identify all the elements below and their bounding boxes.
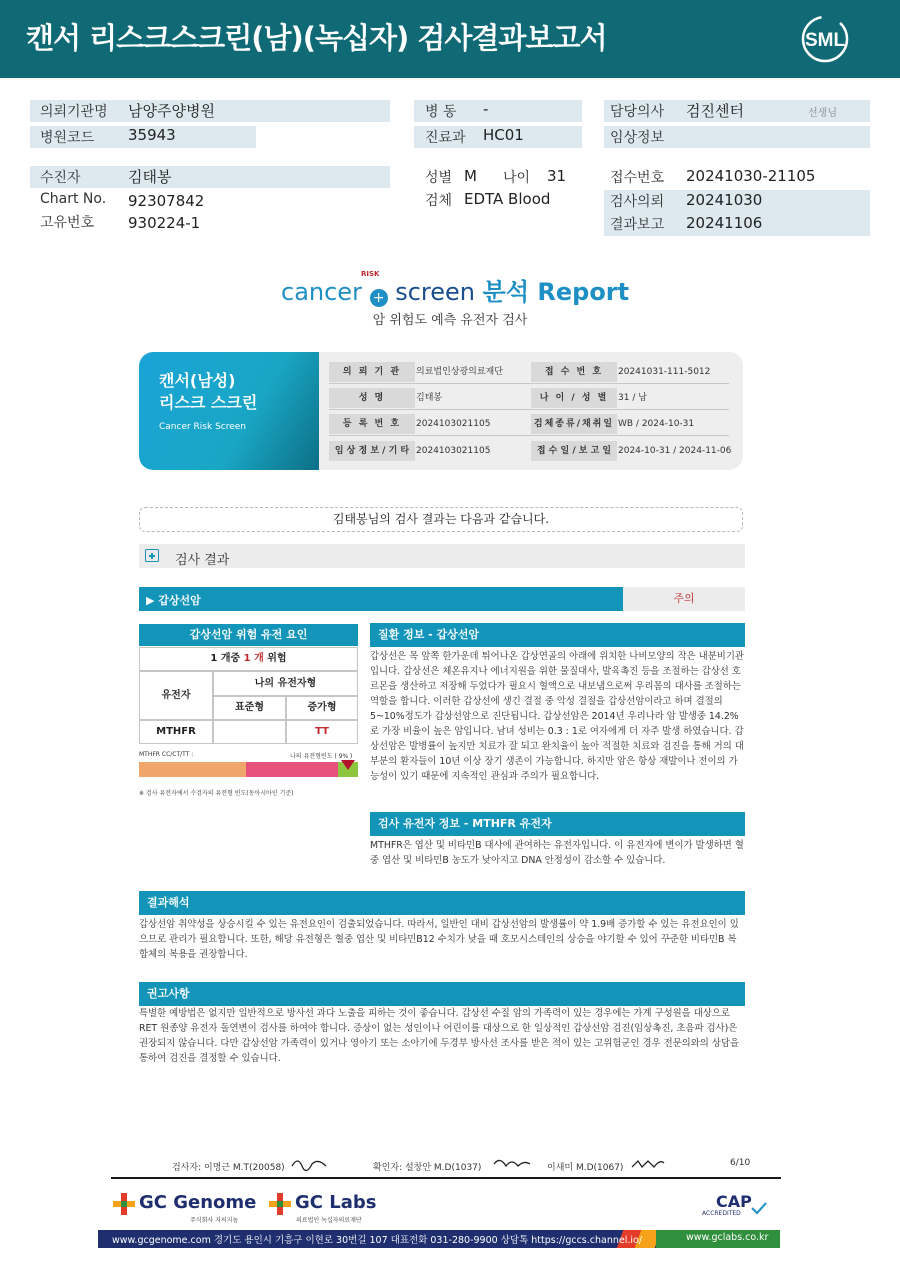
footer-url[interactable]: www.gclabs.co.kr xyxy=(686,1232,769,1243)
card-divider xyxy=(329,409,729,410)
gene-table-title: 갑상선암 위험 유전 요인 xyxy=(139,624,358,646)
age-label: 나이 xyxy=(503,170,531,186)
card-row-label: 접 수 번 호 xyxy=(531,362,617,382)
dept-value: HC01 xyxy=(483,126,524,144)
recommendation-text: 특별한 예방법은 없지만 일반적으로 방사선 과다 노출을 피하는 것이 좋습니다. 갑상선 수질 암의 가족력이 있는 경우에는 가계 구성원을 대상으로 RET 원종양 유전자 돌연변이 검사를 하여야 합니다. 증상이 없는 성인이나 어린이를 대상으로 한 일상적인 갑상선암 검진(임상촉진, 초음파 검사)은 권장되지 않습니다. 다만 갑상선암 가족력이 있거나 영아기 또는 소아기에 두경부 방사선 조사를 받은 적이 있는 고위험군인 경우 전문의와의 상담을 통하여 검진을 결정할 수 있습니다. xyxy=(139,1008,740,1064)
chart-value: 92307842 xyxy=(128,192,205,210)
brand-cancer: cancer xyxy=(281,278,362,306)
freq-bar-cc xyxy=(139,762,246,777)
card-title-en: Cancer Risk Screen xyxy=(159,422,247,432)
disease-text: 갑상선은 목 앞쪽 한가운데 튀어나온 갑상연골의 아래에 위치한 나비모양의 작은 내분비기관입니다. 갑상선은 체온유지나 에너지원을 위한 물질대사, 발육촉진 등을 조절하는 갑상선 호르몬을 생산하고 저장해 두었다가 필요시 혈액으로 내보냄으로써 우리몸의 대사를 조절하는 역할을 합니다. 이러한 갑상선에 생긴 결절 중 악성 결절을 갑상선암이라고 하며 결절의 5~10%정도가 갑상선암으로 진단됩니다. 갑상선암은 2014년 우리나라 암 발생중 14.2%로 가장 비율이 높은 암입니다. 남녀 성비는 0.3 : 1로 여자에게 더 자주 발생 하였습니다. 갑상선암은 발병률이 높지만 치료가 잘 되고 완치율이 높아 적절한 치료와 검진을 통해 거의 대부분의 환자들이 10년 이상 장기 생존이 가능합니다. 하지만 암은 항상 재발이나 전이의 가능성이 있기 때문에 지속적인 관심과 주의가 필요합니다. xyxy=(370,651,744,782)
org-value: 남양주양병원 xyxy=(128,102,215,120)
gc-labs-logo-icon xyxy=(268,1192,292,1220)
gc-genome-logo-icon xyxy=(112,1192,136,1220)
risk-count-num: 1 개 xyxy=(243,653,264,664)
gc-genome-logo: GC Genome xyxy=(139,1192,257,1213)
folder-plus-icon xyxy=(145,549,159,562)
card-title-line2: 리스크 스크린 xyxy=(159,393,258,412)
gene-info-text: MTHFR은 엽산 및 비타민B 대사에 관여하는 유전자입니다. 이 유전자에 변이가 발생하면 혈중 엽산 및 비타민B 농도가 낮아지고 DNA 안정성이 감소할 수 있습니다. xyxy=(370,840,744,866)
risk-count-post: 위험 xyxy=(267,653,287,664)
report-label: 결과보고 xyxy=(610,217,665,233)
request-value: 20241030 xyxy=(686,191,763,209)
page-number: 6/10 xyxy=(730,1158,751,1168)
doctor-label: 담당의사 xyxy=(610,104,665,120)
card-row-label: 임 상 정 보 / 기 타 xyxy=(329,441,415,461)
risk-count xyxy=(139,647,358,671)
sex-label: 성별 xyxy=(425,170,453,186)
card-row-value: 2024-10-31 / 2024-11-06 xyxy=(618,446,732,456)
col-inc-header: 증가형 xyxy=(286,696,358,720)
col-mine-header: 나의 유전자형 xyxy=(213,671,358,696)
info-card xyxy=(139,352,743,470)
result-title: ▶ 갑상선암 xyxy=(146,594,201,607)
card-row-value: 의료법인상광의료재단 xyxy=(416,367,503,377)
recommendation-title: 권고사항 xyxy=(139,982,745,1006)
card-row-value: 2024103021105 xyxy=(416,446,491,456)
footer-address: www.gcgenome.com 경기도 용인시 기흥구 이현로 30번길 107 대표전화 031-280-9900 상담톡 https://gccs.channel.io/ xyxy=(112,1235,643,1246)
gene-name: MTHFR xyxy=(139,720,213,744)
code-value: 35943 xyxy=(128,126,176,144)
gene-inc-value: TT xyxy=(286,720,358,744)
ward-label: 병 동 xyxy=(425,104,457,120)
gc-labs-logo: GC Labs xyxy=(295,1192,377,1213)
card-row-label: 성 명 xyxy=(329,388,415,408)
receipt-value: 20241030-21105 xyxy=(686,167,816,185)
specimen-value: EDTA Blood xyxy=(464,190,551,208)
page-title: 캔서 리스크스크린(남)(녹십자) 검사결과보고서 xyxy=(26,21,607,55)
patient-row-bg xyxy=(30,166,390,188)
card-divider xyxy=(329,435,729,436)
brand-risk-icon: + xyxy=(370,289,388,307)
summary-box: 김태봉님의 검사 결과는 다음과 같습니다. xyxy=(139,507,743,532)
section-bar xyxy=(139,544,745,568)
cap-logo: CAP xyxy=(716,1192,752,1211)
card-row-value: WB / 2024-10-31 xyxy=(618,419,695,429)
age-value: 31 xyxy=(547,167,567,185)
cap-sub: ACCREDITED xyxy=(702,1210,741,1217)
card-row-label: 접 수 일 / 보 고 일 xyxy=(531,441,617,461)
card-row-value: 20241031-111-5012 xyxy=(618,367,711,377)
id-value: 930224-1 xyxy=(128,214,201,232)
card-divider xyxy=(329,383,729,384)
freq-note: ※ 검사 유전자에서 수검자의 유전형 빈도(동아시아인 기준) xyxy=(139,790,294,797)
freq-marker-icon xyxy=(341,760,355,770)
brand-subtitle: 암 위험도 예측 유전자 검사 xyxy=(372,313,528,328)
freq-bar-ct xyxy=(246,762,338,777)
confirmer-sign: 확인자: 설창안 M.D(1037) xyxy=(373,1163,482,1173)
confirmer2-signature xyxy=(630,1156,666,1175)
card-title xyxy=(159,370,257,414)
freq-bar-mine: 나의 유전형빈도 ( 9% ) xyxy=(290,753,353,760)
id-label: 고유번호 xyxy=(40,215,95,231)
sex-value: M xyxy=(464,167,477,185)
card-row-label: 검체종류/채취일 xyxy=(531,414,617,434)
sml-logo-text: SML xyxy=(804,30,846,51)
tester-signature xyxy=(290,1154,330,1176)
card-row-label: 의 뢰 기 관 xyxy=(329,362,415,382)
gene-std-value xyxy=(213,720,286,744)
receipt-label: 접수번호 xyxy=(610,170,665,186)
gc-genome-sub: 주식회사 지씨지놈 xyxy=(190,1217,239,1224)
gene-info-title: 검사 유전자 정보 - MTHFR 유전자 xyxy=(370,812,745,836)
card-row-value: 31 / 남 xyxy=(618,393,647,403)
status-badge: 주의 xyxy=(623,587,745,611)
chart-label: Chart No. xyxy=(40,191,107,207)
freq-bar-label: MTHFR CC/CT/TT : xyxy=(139,751,194,758)
doctor-suffix: 선생님 xyxy=(808,108,837,119)
dept-label: 진료과 xyxy=(425,130,466,146)
doctor-value: 검진센터 xyxy=(686,102,744,120)
gc-labs-sub: 의료법인 녹십자의료재단 xyxy=(296,1217,362,1224)
brand-risk: RISK xyxy=(361,270,380,278)
org-label: 의뢰기관명 xyxy=(40,104,108,120)
request-label: 검사의뢰 xyxy=(610,194,665,210)
patient-label: 수진자 xyxy=(40,170,81,186)
confirmer-signature xyxy=(492,1154,532,1176)
card-row-value: 김태봉 xyxy=(416,393,443,403)
brand-report: 분석 Report xyxy=(482,278,630,306)
checkmark-icon xyxy=(750,1200,768,1219)
card-row-value: 2024103021105 xyxy=(416,419,491,429)
card-row-label: 등 록 번 호 xyxy=(329,414,415,434)
interpretation-title: 결과해석 xyxy=(139,891,745,915)
code-label: 병원코드 xyxy=(40,130,95,146)
brand-title xyxy=(281,272,629,307)
report-value: 20241106 xyxy=(686,214,763,232)
result-bar xyxy=(139,587,623,611)
specimen-label: 검체 xyxy=(425,193,453,209)
disease-title: 질환 정보 - 갑상선암 xyxy=(370,623,745,647)
sml-logo xyxy=(798,12,854,66)
card-row-label: 나 이 / 성 별 xyxy=(531,388,617,408)
confirmer2-sign: 이새미 M.D(1067) xyxy=(547,1163,624,1173)
section-title: 검사 결과 xyxy=(175,553,230,568)
clinical-label: 임상정보 xyxy=(610,130,665,146)
col-std-header: 표준형 xyxy=(213,696,286,720)
col-gene-header: 유전자 xyxy=(139,671,213,720)
ward-value: - xyxy=(483,100,489,118)
footer-divider xyxy=(111,1177,781,1179)
brand-screen: screen xyxy=(395,278,476,306)
interpretation-text: 갑상선암 취약성을 상승시킬 수 있는 유전요인이 검출되었습니다. 따라서, 일반인 대비 갑상선암의 발생률이 약 1.9배 증가할 수 있는 유전요인이 있으므로 관리가 필요합니다. 또한, 해당 유전형은 혈중 엽산 및 비타민B12 수치가 낮을 때 호모시스테인의 상승을 야기할 수 있어 꾸준한 비타민B 복합체의 복용을 권장합니다. xyxy=(139,919,739,960)
patient-value: 김태봉 xyxy=(128,168,172,186)
risk-count-pre: 1 개중 xyxy=(210,653,241,664)
card-title-line1: 캔서(남성) xyxy=(159,371,236,390)
tester-sign: 검사자: 이명근 M.T(20058) xyxy=(172,1163,285,1173)
